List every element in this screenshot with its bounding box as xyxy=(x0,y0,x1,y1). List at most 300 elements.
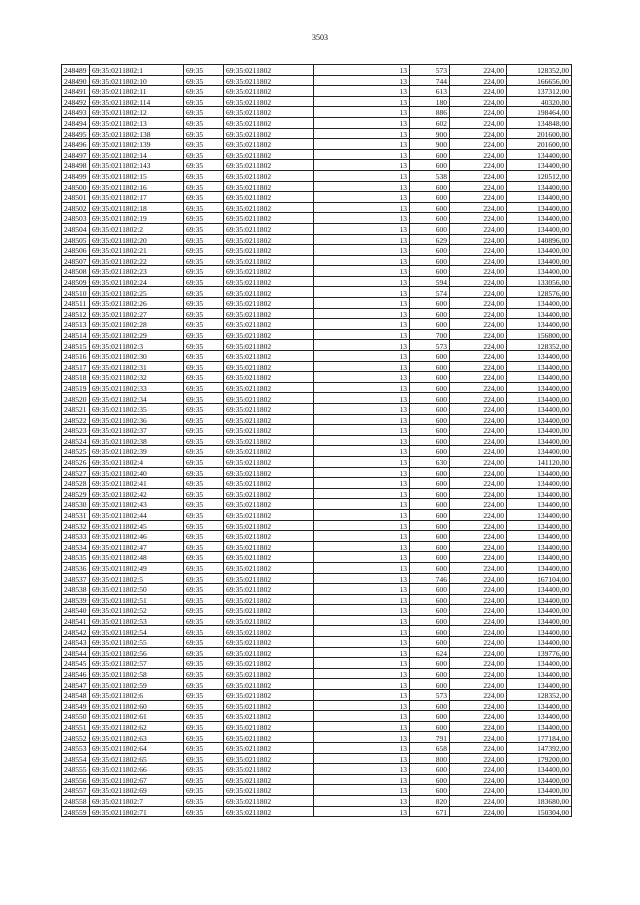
district-code-cell: 69:35 xyxy=(184,65,224,76)
unit-value-cell: 224,00 xyxy=(450,86,507,97)
unit-value-cell: 224,00 xyxy=(450,446,507,457)
unit-value-cell: 224,00 xyxy=(450,753,507,764)
area-cell: 594 xyxy=(410,276,450,287)
cadastral-value-cell: 134400,00 xyxy=(507,446,572,457)
unit-value-cell: 224,00 xyxy=(450,149,507,160)
cadastral-number-cell: 69:35:0211802:28 xyxy=(90,319,184,330)
cadastral-block-cell: 69:35:0211802 xyxy=(224,721,314,732)
record-number-cell: 248510 xyxy=(62,287,90,298)
area-cell: 700 xyxy=(410,329,450,340)
cadastral-value-cell: 134400,00 xyxy=(507,478,572,489)
group-code-cell: 13 xyxy=(314,584,410,595)
cadastral-block-cell: 69:35:0211802 xyxy=(224,562,314,573)
cadastral-value-cell: 140896,00 xyxy=(507,234,572,245)
district-code-cell: 69:35 xyxy=(184,499,224,510)
cadastral-value-cell: 134400,00 xyxy=(507,584,572,595)
unit-value-cell: 224,00 xyxy=(450,245,507,256)
district-code-cell: 69:35 xyxy=(184,795,224,806)
record-number-cell: 248515 xyxy=(62,340,90,351)
table-row xyxy=(62,721,572,732)
record-number-cell: 248543 xyxy=(62,637,90,648)
cadastral-block-cell: 69:35:0211802 xyxy=(224,65,314,76)
record-number-cell: 248541 xyxy=(62,615,90,626)
record-number-cell: 248544 xyxy=(62,647,90,658)
record-number-cell: 248529 xyxy=(62,488,90,499)
table-row xyxy=(62,372,572,383)
district-code-cell: 69:35 xyxy=(184,308,224,319)
unit-value-cell: 224,00 xyxy=(450,107,507,118)
group-code-cell: 13 xyxy=(314,96,410,107)
district-code-cell: 69:35 xyxy=(184,668,224,679)
district-code-cell: 69:35 xyxy=(184,456,224,467)
table-row xyxy=(62,287,572,298)
area-cell: 573 xyxy=(410,690,450,701)
cadastral-block-cell: 69:35:0211802 xyxy=(224,329,314,340)
cadastral-number-cell: 69:35:0211802:49 xyxy=(90,562,184,573)
district-code-cell: 69:35 xyxy=(184,700,224,711)
cadastral-block-cell: 69:35:0211802 xyxy=(224,541,314,552)
cadastral-value-cell: 201600,00 xyxy=(507,139,572,150)
district-code-cell: 69:35 xyxy=(184,319,224,330)
record-number-cell: 248492 xyxy=(62,96,90,107)
table-row xyxy=(62,266,572,277)
cadastral-value-cell: 134400,00 xyxy=(507,541,572,552)
area-cell: 900 xyxy=(410,128,450,139)
cadastral-block-cell: 69:35:0211802 xyxy=(224,700,314,711)
area-cell: 602 xyxy=(410,117,450,128)
district-code-cell: 69:35 xyxy=(184,255,224,266)
unit-value-cell: 224,00 xyxy=(450,382,507,393)
table-row xyxy=(62,425,572,436)
record-number-cell: 248500 xyxy=(62,181,90,192)
cadastral-value-cell: 134400,00 xyxy=(507,404,572,415)
cadastral-block-cell: 69:35:0211802 xyxy=(224,552,314,563)
group-code-cell: 13 xyxy=(314,573,410,584)
cadastral-block-cell: 69:35:0211802 xyxy=(224,690,314,701)
cadastral-value-cell: 134400,00 xyxy=(507,372,572,383)
cadastral-value-cell: 134400,00 xyxy=(507,351,572,362)
cadastral-value-cell: 134400,00 xyxy=(507,192,572,203)
cadastral-number-cell: 69:35:0211802:27 xyxy=(90,308,184,319)
cadastral-value-cell: 134400,00 xyxy=(507,393,572,404)
area-cell: 600 xyxy=(410,700,450,711)
table-row xyxy=(62,562,572,573)
table-row xyxy=(62,404,572,415)
cadastral-block-cell: 69:35:0211802 xyxy=(224,255,314,266)
table-row xyxy=(62,329,572,340)
cadastral-block-cell: 69:35:0211802 xyxy=(224,488,314,499)
district-code-cell: 69:35 xyxy=(184,96,224,107)
cadastral-number-cell: 69:35:0211802:57 xyxy=(90,658,184,669)
cadastral-block-cell: 69:35:0211802 xyxy=(224,615,314,626)
area-cell: 600 xyxy=(410,499,450,510)
unit-value-cell: 224,00 xyxy=(450,509,507,520)
cadastral-block-cell: 69:35:0211802 xyxy=(224,414,314,425)
district-code-cell: 69:35 xyxy=(184,340,224,351)
unit-value-cell: 224,00 xyxy=(450,404,507,415)
area-cell: 600 xyxy=(410,764,450,775)
district-code-cell: 69:35 xyxy=(184,690,224,701)
cadastral-number-cell: 69:35:0211802:21 xyxy=(90,245,184,256)
cadastral-block-cell: 69:35:0211802 xyxy=(224,605,314,616)
group-code-cell: 13 xyxy=(314,774,410,785)
record-number-cell: 248532 xyxy=(62,520,90,531)
cadastral-block-cell: 69:35:0211802 xyxy=(224,647,314,658)
cadastral-value-cell: 134400,00 xyxy=(507,531,572,542)
area-cell: 600 xyxy=(410,245,450,256)
record-number-cell: 248536 xyxy=(62,562,90,573)
group-code-cell: 13 xyxy=(314,234,410,245)
group-code-cell: 13 xyxy=(314,128,410,139)
record-number-cell: 248535 xyxy=(62,552,90,563)
area-cell: 573 xyxy=(410,340,450,351)
group-code-cell: 13 xyxy=(314,531,410,542)
table-row xyxy=(62,192,572,203)
district-code-cell: 69:35 xyxy=(184,806,224,817)
district-code-cell: 69:35 xyxy=(184,107,224,118)
group-code-cell: 13 xyxy=(314,298,410,309)
cadastral-block-cell: 69:35:0211802 xyxy=(224,361,314,372)
unit-value-cell: 224,00 xyxy=(450,96,507,107)
cadastral-value-cell: 134400,00 xyxy=(507,382,572,393)
group-code-cell: 13 xyxy=(314,308,410,319)
cadastral-value-cell: 134400,00 xyxy=(507,414,572,425)
area-cell: 600 xyxy=(410,435,450,446)
record-number-cell: 248559 xyxy=(62,806,90,817)
unit-value-cell: 224,00 xyxy=(450,414,507,425)
group-code-cell: 13 xyxy=(314,425,410,436)
record-number-cell: 248525 xyxy=(62,446,90,457)
record-number-cell: 248513 xyxy=(62,319,90,330)
cadastral-value-cell: 156800,00 xyxy=(507,329,572,340)
area-cell: 600 xyxy=(410,552,450,563)
cadastral-value-cell: 134400,00 xyxy=(507,700,572,711)
area-cell: 600 xyxy=(410,467,450,478)
cadastral-number-cell: 69:35:0211802:6 xyxy=(90,690,184,701)
cadastral-number-cell: 69:35:0211802:53 xyxy=(90,615,184,626)
unit-value-cell: 224,00 xyxy=(450,615,507,626)
district-code-cell: 69:35 xyxy=(184,647,224,658)
district-code-cell: 69:35 xyxy=(184,372,224,383)
cadastral-number-cell: 69:35:0211802:51 xyxy=(90,594,184,605)
unit-value-cell: 224,00 xyxy=(450,234,507,245)
area-cell: 744 xyxy=(410,75,450,86)
district-code-cell: 69:35 xyxy=(184,658,224,669)
cadastral-block-cell: 69:35:0211802 xyxy=(224,584,314,595)
record-number-cell: 248554 xyxy=(62,753,90,764)
record-number-cell: 248545 xyxy=(62,658,90,669)
record-number-cell: 248539 xyxy=(62,594,90,605)
cadastral-block-cell: 69:35:0211802 xyxy=(224,531,314,542)
district-code-cell: 69:35 xyxy=(184,764,224,775)
district-code-cell: 69:35 xyxy=(184,245,224,256)
cadastral-block-cell: 69:35:0211802 xyxy=(224,149,314,160)
record-number-cell: 248489 xyxy=(62,65,90,76)
record-number-cell: 248546 xyxy=(62,668,90,679)
cadastral-block-cell: 69:35:0211802 xyxy=(224,478,314,489)
area-cell: 600 xyxy=(410,298,450,309)
district-code-cell: 69:35 xyxy=(184,541,224,552)
district-code-cell: 69:35 xyxy=(184,393,224,404)
area-cell: 600 xyxy=(410,351,450,362)
district-code-cell: 69:35 xyxy=(184,615,224,626)
area-cell: 600 xyxy=(410,711,450,722)
group-code-cell: 13 xyxy=(314,552,410,563)
cadastral-block-cell: 69:35:0211802 xyxy=(224,573,314,584)
cadastral-value-cell: 183680,00 xyxy=(507,795,572,806)
cadastral-block-cell: 69:35:0211802 xyxy=(224,139,314,150)
group-code-cell: 13 xyxy=(314,467,410,478)
group-code-cell: 13 xyxy=(314,75,410,86)
cadastral-value-cell: 134400,00 xyxy=(507,626,572,637)
table-row xyxy=(62,414,572,425)
area-cell: 600 xyxy=(410,149,450,160)
table-row xyxy=(62,658,572,669)
cadastral-number-cell: 69:35:0211802:62 xyxy=(90,721,184,732)
record-number-cell: 248552 xyxy=(62,732,90,743)
cadastral-value-cell: 134400,00 xyxy=(507,721,572,732)
cadastral-number-cell: 69:35:0211802:13 xyxy=(90,117,184,128)
area-cell: 600 xyxy=(410,266,450,277)
group-code-cell: 13 xyxy=(314,351,410,362)
area-cell: 600 xyxy=(410,488,450,499)
table-row xyxy=(62,213,572,224)
table-row xyxy=(62,202,572,213)
table-row xyxy=(62,340,572,351)
cadastral-block-cell: 69:35:0211802 xyxy=(224,499,314,510)
cadastral-number-cell: 69:35:0211802:56 xyxy=(90,647,184,658)
unit-value-cell: 224,00 xyxy=(450,764,507,775)
record-number-cell: 248558 xyxy=(62,795,90,806)
group-code-cell: 13 xyxy=(314,117,410,128)
group-code-cell: 13 xyxy=(314,255,410,266)
area-cell: 630 xyxy=(410,456,450,467)
cadastral-number-cell: 69:35:0211802:143 xyxy=(90,160,184,171)
area-cell: 629 xyxy=(410,234,450,245)
area-cell: 600 xyxy=(410,213,450,224)
unit-value-cell: 224,00 xyxy=(450,584,507,595)
group-code-cell: 13 xyxy=(314,170,410,181)
group-code-cell: 13 xyxy=(314,223,410,234)
unit-value-cell: 224,00 xyxy=(450,213,507,224)
cadastral-number-cell: 69:35:0211802:42 xyxy=(90,488,184,499)
cadastral-number-cell: 69:35:0211802:12 xyxy=(90,107,184,118)
unit-value-cell: 224,00 xyxy=(450,785,507,796)
table-row xyxy=(62,795,572,806)
cadastral-block-cell: 69:35:0211802 xyxy=(224,170,314,181)
district-code-cell: 69:35 xyxy=(184,446,224,457)
table-body xyxy=(62,65,572,817)
unit-value-cell: 224,00 xyxy=(450,287,507,298)
cadastral-value-cell: 134400,00 xyxy=(507,149,572,160)
unit-value-cell: 224,00 xyxy=(450,266,507,277)
cadastral-number-cell: 69:35:0211802:33 xyxy=(90,382,184,393)
district-code-cell: 69:35 xyxy=(184,478,224,489)
area-cell: 600 xyxy=(410,393,450,404)
group-code-cell: 13 xyxy=(314,149,410,160)
record-number-cell: 248540 xyxy=(62,605,90,616)
record-number-cell: 248523 xyxy=(62,425,90,436)
area-cell: 600 xyxy=(410,478,450,489)
table-row xyxy=(62,499,572,510)
unit-value-cell: 224,00 xyxy=(450,732,507,743)
record-number-cell: 248517 xyxy=(62,361,90,372)
table-row xyxy=(62,478,572,489)
cadastral-number-cell: 69:35:0211802:64 xyxy=(90,743,184,754)
unit-value-cell: 224,00 xyxy=(450,774,507,785)
table-row xyxy=(62,637,572,648)
table-row xyxy=(62,679,572,690)
district-code-cell: 69:35 xyxy=(184,753,224,764)
cadastral-block-cell: 69:35:0211802 xyxy=(224,509,314,520)
unit-value-cell: 224,00 xyxy=(450,160,507,171)
group-code-cell: 13 xyxy=(314,414,410,425)
cadastral-number-cell: 69:35:0211802:63 xyxy=(90,732,184,743)
cadastral-number-cell: 69:35:0211802:24 xyxy=(90,276,184,287)
cadastral-number-cell: 69:35:0211802:65 xyxy=(90,753,184,764)
cadastral-block-cell: 69:35:0211802 xyxy=(224,192,314,203)
cadastral-number-cell: 69:35:0211802:47 xyxy=(90,541,184,552)
cadastral-block-cell: 69:35:0211802 xyxy=(224,223,314,234)
cadastral-number-cell: 69:35:0211802:46 xyxy=(90,531,184,542)
area-cell: 600 xyxy=(410,404,450,415)
record-number-cell: 248531 xyxy=(62,509,90,520)
area-cell: 600 xyxy=(410,658,450,669)
district-code-cell: 69:35 xyxy=(184,711,224,722)
table-row xyxy=(62,223,572,234)
table-row xyxy=(62,520,572,531)
cadastral-block-cell: 69:35:0211802 xyxy=(224,785,314,796)
cadastral-block-cell: 69:35:0211802 xyxy=(224,202,314,213)
cadastral-value-cell: 134400,00 xyxy=(507,658,572,669)
cadastral-number-cell: 69:35:0211802:19 xyxy=(90,213,184,224)
area-cell: 613 xyxy=(410,86,450,97)
group-code-cell: 13 xyxy=(314,806,410,817)
district-code-cell: 69:35 xyxy=(184,192,224,203)
cadastral-block-cell: 69:35:0211802 xyxy=(224,298,314,309)
group-code-cell: 13 xyxy=(314,340,410,351)
group-code-cell: 13 xyxy=(314,764,410,775)
group-code-cell: 13 xyxy=(314,329,410,340)
table-row xyxy=(62,774,572,785)
group-code-cell: 13 xyxy=(314,647,410,658)
cadastral-block-cell: 69:35:0211802 xyxy=(224,160,314,171)
table-row xyxy=(62,75,572,86)
record-number-cell: 248498 xyxy=(62,160,90,171)
cadastral-number-cell: 69:35:0211802:60 xyxy=(90,700,184,711)
area-cell: 600 xyxy=(410,319,450,330)
district-code-cell: 69:35 xyxy=(184,117,224,128)
unit-value-cell: 224,00 xyxy=(450,276,507,287)
cadastral-number-cell: 69:35:0211802:3 xyxy=(90,340,184,351)
unit-value-cell: 224,00 xyxy=(450,393,507,404)
area-cell: 600 xyxy=(410,192,450,203)
cadastral-block-cell: 69:35:0211802 xyxy=(224,446,314,457)
table-row xyxy=(62,361,572,372)
group-code-cell: 13 xyxy=(314,637,410,648)
cadastral-number-cell: 69:35:0211802:114 xyxy=(90,96,184,107)
district-code-cell: 69:35 xyxy=(184,86,224,97)
cadastral-value-cell: 134400,00 xyxy=(507,562,572,573)
record-number-cell: 248530 xyxy=(62,499,90,510)
table-row xyxy=(62,65,572,76)
cadastral-value-cell: 134400,00 xyxy=(507,213,572,224)
unit-value-cell: 224,00 xyxy=(450,425,507,436)
cadastral-value-cell: 134400,00 xyxy=(507,552,572,563)
cadastral-number-cell: 69:35:0211802:55 xyxy=(90,637,184,648)
cadastral-number-cell: 69:35:0211802:26 xyxy=(90,298,184,309)
district-code-cell: 69:35 xyxy=(184,361,224,372)
group-code-cell: 13 xyxy=(314,541,410,552)
cadastral-value-cell: 134400,00 xyxy=(507,266,572,277)
table-row xyxy=(62,435,572,446)
record-number-cell: 248516 xyxy=(62,351,90,362)
district-code-cell: 69:35 xyxy=(184,488,224,499)
district-code-cell: 69:35 xyxy=(184,425,224,436)
cadastral-number-cell: 69:35:0211802:30 xyxy=(90,351,184,362)
cadastral-block-cell: 69:35:0211802 xyxy=(224,456,314,467)
record-number-cell: 248511 xyxy=(62,298,90,309)
group-code-cell: 13 xyxy=(314,721,410,732)
area-cell: 600 xyxy=(410,308,450,319)
group-code-cell: 13 xyxy=(314,605,410,616)
district-code-cell: 69:35 xyxy=(184,435,224,446)
district-code-cell: 69:35 xyxy=(184,414,224,425)
table-row xyxy=(62,690,572,701)
district-code-cell: 69:35 xyxy=(184,594,224,605)
group-code-cell: 13 xyxy=(314,499,410,510)
cadastral-block-cell: 69:35:0211802 xyxy=(224,711,314,722)
cadastral-value-cell: 133056,00 xyxy=(507,276,572,287)
record-number-cell: 248551 xyxy=(62,721,90,732)
record-number-cell: 248497 xyxy=(62,149,90,160)
record-number-cell: 248526 xyxy=(62,456,90,467)
cadastral-value-cell: 134400,00 xyxy=(507,615,572,626)
cadastral-value-cell: 134400,00 xyxy=(507,605,572,616)
area-cell: 600 xyxy=(410,425,450,436)
area-cell: 600 xyxy=(410,361,450,372)
group-code-cell: 13 xyxy=(314,192,410,203)
cadastral-value-cell: 134400,00 xyxy=(507,488,572,499)
unit-value-cell: 224,00 xyxy=(450,139,507,150)
cadastral-number-cell: 69:35:0211802:44 xyxy=(90,509,184,520)
table-row xyxy=(62,806,572,817)
record-number-cell: 248503 xyxy=(62,213,90,224)
cadastral-number-cell: 69:35:0211802:39 xyxy=(90,446,184,457)
cadastral-value-cell: 134400,00 xyxy=(507,774,572,785)
group-code-cell: 13 xyxy=(314,181,410,192)
cadastral-number-cell: 69:35:0211802:18 xyxy=(90,202,184,213)
cadastral-block-cell: 69:35:0211802 xyxy=(224,393,314,404)
group-code-cell: 13 xyxy=(314,615,410,626)
cadastral-value-table xyxy=(61,64,572,817)
cadastral-number-cell: 69:35:0211802:11 xyxy=(90,86,184,97)
cadastral-number-cell: 69:35:0211802:23 xyxy=(90,266,184,277)
table-row xyxy=(62,552,572,563)
unit-value-cell: 224,00 xyxy=(450,594,507,605)
area-cell: 600 xyxy=(410,509,450,520)
table-row xyxy=(62,605,572,616)
cadastral-value-cell: 134400,00 xyxy=(507,467,572,478)
group-code-cell: 13 xyxy=(314,679,410,690)
record-number-cell: 248490 xyxy=(62,75,90,86)
cadastral-number-cell: 69:35:0211802:45 xyxy=(90,520,184,531)
record-number-cell: 248557 xyxy=(62,785,90,796)
cadastral-number-cell: 69:35:0211802:15 xyxy=(90,170,184,181)
cadastral-block-cell: 69:35:0211802 xyxy=(224,181,314,192)
area-cell: 600 xyxy=(410,584,450,595)
table-row xyxy=(62,531,572,542)
